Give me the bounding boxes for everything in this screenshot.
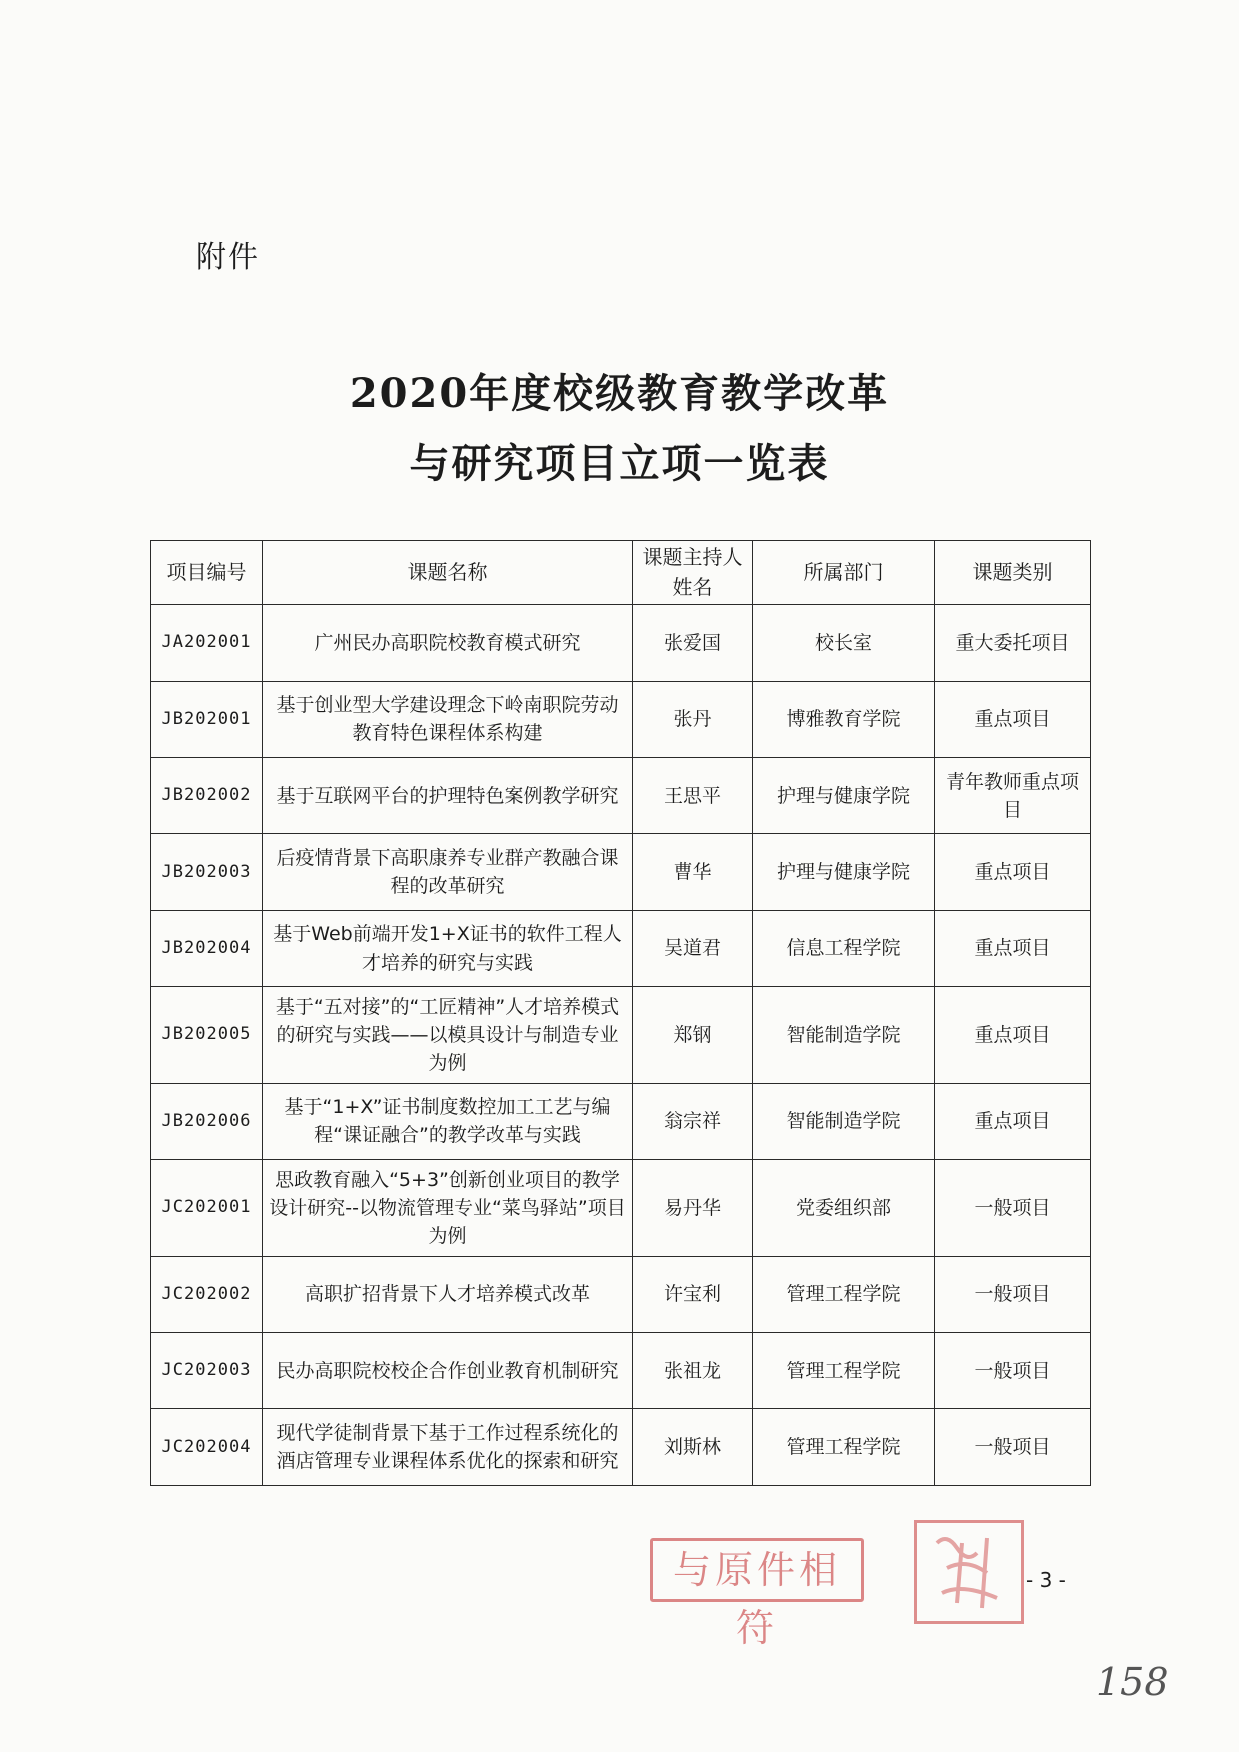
cell-host: 张爱国 [633, 605, 753, 681]
header-name: 课题名称 [263, 541, 633, 605]
cell-type: 重点项目 [935, 987, 1091, 1084]
cell-host: 张祖龙 [633, 1333, 753, 1409]
table-row [151, 681, 1091, 757]
cell-name: 现代学徒制背景下基于工作过程系统化的酒店管理专业课程体系优化的探索和研究 [263, 1409, 633, 1486]
cell-code: JB202002 [151, 758, 263, 834]
cell-dept: 护理与健康学院 [753, 758, 935, 834]
cell-name: 民办高职院校校企合作创业教育机制研究 [263, 1333, 633, 1409]
cell-type: 重点项目 [935, 910, 1091, 986]
cell-name: 基于创业型大学建设理念下岭南职院劳动教育特色课程体系构建 [263, 681, 633, 757]
cell-name: 基于互联网平台的护理特色案例教学研究 [263, 758, 633, 834]
cell-name: 后疫情背景下高职康养专业群产教融合课程的改革研究 [263, 834, 633, 910]
cell-dept: 管理工程学院 [753, 1409, 935, 1486]
cell-host: 张丹 [633, 681, 753, 757]
cell-code: JB202004 [151, 910, 263, 986]
table-row [151, 1409, 1091, 1486]
cell-host: 许宝利 [633, 1256, 753, 1332]
cell-dept: 护理与健康学院 [753, 834, 935, 910]
cell-code: JC202004 [151, 1409, 263, 1486]
cell-host: 易丹华 [633, 1160, 753, 1257]
project-table [150, 540, 1091, 1486]
cell-code: JB202001 [151, 681, 263, 757]
table-row [151, 1256, 1091, 1332]
header-dept: 所属部门 [753, 541, 935, 605]
table-row [151, 834, 1091, 910]
cell-name: 基于Web前端开发1+X证书的软件工程人才培养的研究与实践 [263, 910, 633, 986]
cell-dept: 信息工程学院 [753, 910, 935, 986]
cell-code: JC202001 [151, 1160, 263, 1257]
cell-type: 一般项目 [935, 1333, 1091, 1409]
table-row [151, 1160, 1091, 1257]
cell-dept: 智能制造学院 [753, 987, 935, 1084]
header-code: 项目编号 [151, 541, 263, 605]
cell-dept: 校长室 [753, 605, 935, 681]
cell-host: 曹华 [633, 834, 753, 910]
table-row [151, 1333, 1091, 1409]
table-row [151, 987, 1091, 1084]
cell-type: 重点项目 [935, 1083, 1091, 1159]
header-host: 课题主持人姓名 [633, 541, 753, 605]
header-type: 课题类别 [935, 541, 1091, 605]
cell-type: 一般项目 [935, 1160, 1091, 1257]
cell-host: 王思平 [633, 758, 753, 834]
cell-name: 广州民办高职院校教育模式研究 [263, 605, 633, 681]
cell-dept: 智能制造学院 [753, 1083, 935, 1159]
cell-host: 吴道君 [633, 910, 753, 986]
cell-dept: 党委组织部 [753, 1160, 935, 1257]
table-row [151, 1083, 1091, 1159]
document-title-line2: 与研究项目立项一览表 [409, 440, 830, 487]
cell-type: 重大委托项目 [935, 605, 1091, 681]
cell-type: 重点项目 [935, 681, 1091, 757]
page-number: - 3 - [1026, 1568, 1066, 1592]
cell-dept: 管理工程学院 [753, 1256, 935, 1332]
cell-name: 基于“五对接”的“工匠精神”人才培养模式的研究与实践——以模具设计与制造专业为例 [263, 987, 633, 1084]
cell-host: 刘斯林 [633, 1409, 753, 1486]
cell-dept: 博雅教育学院 [753, 681, 935, 757]
attachment-label: 附件 [196, 240, 260, 275]
cell-name: 高职扩招背景下人才培养模式改革 [263, 1256, 633, 1332]
cell-host: 翁宗祥 [633, 1083, 753, 1159]
table-row [151, 605, 1091, 681]
cell-type: 青年教师重点项目 [935, 758, 1091, 834]
handwritten-note: 158 [1096, 1660, 1169, 1704]
table-row [151, 758, 1091, 834]
table-row [151, 910, 1091, 986]
cell-dept: 管理工程学院 [753, 1333, 935, 1409]
document-title-line1: 2020年度校级教育教学改革 [349, 370, 890, 417]
cell-code: JB202005 [151, 987, 263, 1084]
cell-code: JC202003 [151, 1333, 263, 1409]
cell-type: 一般项目 [935, 1256, 1091, 1332]
cell-type: 一般项目 [935, 1409, 1091, 1486]
cell-code: JC202002 [151, 1256, 263, 1332]
cell-code: JB202006 [151, 1083, 263, 1159]
cell-name: 思政教育融入“5+3”创新创业项目的教学设计研究--以物流管理专业“菜鸟驿站”项目为例 [263, 1160, 633, 1257]
cell-host: 郑钢 [633, 987, 753, 1084]
cell-type: 重点项目 [935, 834, 1091, 910]
cell-code: JA202001 [151, 605, 263, 681]
cell-code: JB202003 [151, 834, 263, 910]
cell-name: 基于“1+X”证书制度数控加工工艺与编程“课证融合”的教学改革与实践 [263, 1083, 633, 1159]
official-seal [914, 1520, 1024, 1624]
certified-copy-stamp: 与原件相符 [650, 1538, 864, 1602]
table-header-row [151, 541, 1091, 605]
seal-glyph-icon [917, 1523, 1021, 1621]
